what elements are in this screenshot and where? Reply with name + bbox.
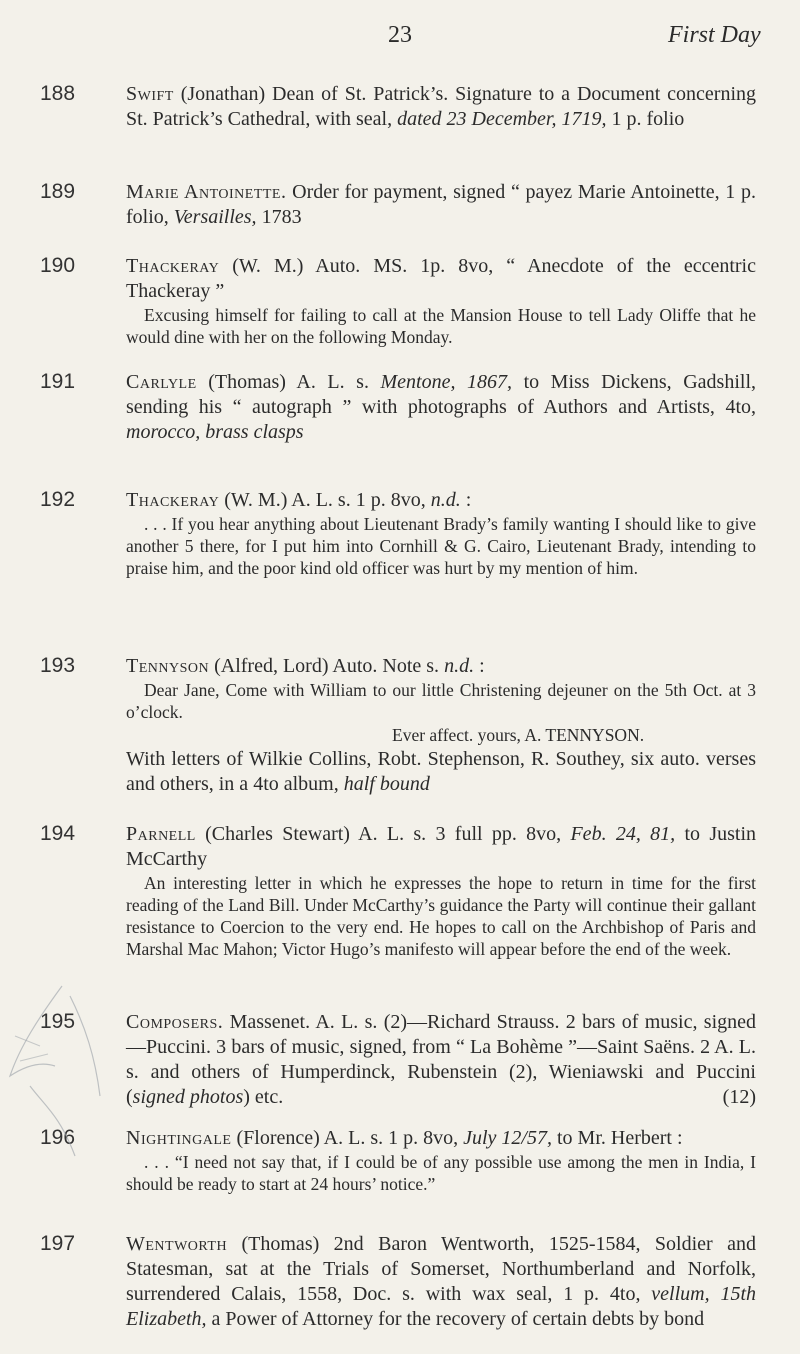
page-number: 23	[388, 22, 412, 48]
lot-quote: An interesting letter in which he expresses the hope to return in time for the first reading of the Land Bill. Under McCarthy’s guidance the Party will continue their gallant resistance to Coercion to the very end. He hopes to call on the Archbishop of Paris and Marshal Mac Mahon; Victor Hugo’s manifesto will appear before the end of the week.	[126, 873, 756, 959]
lot-text: 1 p. folio	[606, 108, 685, 130]
lot-italic-text: dated 23 December, 1719,	[397, 108, 607, 130]
lot-number: 190	[40, 254, 76, 277]
lot-number: 197	[40, 1232, 76, 1255]
lot-text: (Florence) A. L. s. 1 p. 8vo,	[231, 1127, 464, 1149]
lot-italic-text: half bound	[343, 773, 430, 795]
lot-text: (Thomas) A. L. s.	[196, 371, 381, 393]
lot-name: Wentworth	[126, 1233, 228, 1255]
lot-name: Thackeray	[126, 255, 220, 277]
lot-description	[126, 654, 756, 797]
page-header	[0, 22, 800, 62]
lot-text: With letters of Wilkie Collins, Robt. Stephenson, R. Southey, six auto. verses and others, in a 4to album,	[126, 748, 756, 795]
lot-number: 192	[40, 488, 76, 511]
lot-italic-text: morocco, brass clasps	[126, 421, 304, 443]
lot-text: to Miss Dickens, Gadshill, sending his “ autograph ” with photographs of Authors and Artists, 4to,	[126, 371, 756, 418]
lot-name: Marie Antoinette.	[126, 181, 287, 203]
lot-text: ) etc.	[243, 1086, 284, 1108]
lot-italic-text: signed photos	[132, 1086, 244, 1108]
lot-name: Thackeray	[126, 489, 220, 511]
lot-italic-text: Mentone, 1867,	[380, 371, 513, 393]
lot-name: Swift	[126, 83, 174, 105]
lot-description	[126, 254, 756, 348]
lot-number: 194	[40, 822, 76, 845]
lot-italic-text: July 12/57,	[463, 1127, 552, 1149]
lot-description	[126, 370, 756, 445]
lot-number: 193	[40, 654, 76, 677]
lot-description	[126, 82, 756, 132]
lot-signature: Ever affect. yours, A. TENNYSON.	[392, 725, 645, 745]
lot-text: Massenet. A. L. s. (2)—Richard Strauss. 2 bars of music, signed—Puccini. 3 bars of music, signed, from “ La Bohème ”—Saint Saëns. 2 A. L. s. and others of Humperdinck, Rubenstein (2), Wieniawski and Puccini (	[126, 1011, 756, 1108]
lot-description	[126, 1126, 756, 1195]
lot-count: (12)	[722, 1086, 756, 1108]
lot-description	[126, 180, 756, 230]
lot-text: (W. M.) A. L. s. 1 p. 8vo,	[219, 489, 431, 511]
lot-italic-text: Versailles,	[173, 206, 257, 228]
lot-description	[126, 822, 756, 960]
lot-text: (W. M.) Auto. MS. 1p. 8vo, “ Anecdote of the eccentric Thackeray ”	[126, 255, 756, 302]
running-head: First Day	[668, 22, 761, 48]
lot-text: :	[474, 655, 485, 677]
lot-text: :	[460, 489, 472, 511]
bleed-through-ornament	[0, 966, 120, 1166]
lot-number: 188	[40, 82, 76, 105]
lot-name: Parnell	[126, 823, 196, 845]
lot-description	[126, 1232, 756, 1332]
lot-number: 189	[40, 180, 76, 203]
lot-description	[126, 1010, 756, 1110]
lot-text: (Charles Stewart) A. L. s. 3 full pp. 8vo,	[195, 823, 571, 845]
lot-number: 191	[40, 370, 76, 393]
lot-description	[126, 488, 756, 579]
lot-quote: Excusing himself for failing to call at the Mansion House to tell Lady Oliffe that he would dine with her on the following Monday.	[126, 305, 756, 347]
lot-name: Nightingale	[126, 1127, 232, 1149]
lot-name: Tennyson	[126, 655, 210, 677]
lot-text: 1783	[256, 206, 302, 228]
lot-text: (Alfred, Lord) Auto. Note s.	[209, 655, 445, 677]
lot-text: Order for payment, signed “ payez Marie Antoinette, 1 p. folio,	[126, 181, 756, 228]
lot-quote: . . . If you hear anything about Lieutenant Brady’s family wanting I should like to give another 5 there, for I put him into Cornhill & G. Cairo, Lieutenant Brady, intending to praise him, and the poor kind old officer was hurt by my mention of him.	[126, 514, 756, 578]
lot-number: 196	[40, 1126, 76, 1149]
lot-quote: . . . “I need not say that, if I could be of any possible use among the men in India, I should be ready to start at 24 hours’ notice.”	[126, 1152, 756, 1194]
lot-text: a Power of Attorney for the recovery of certain debts by bond	[206, 1308, 705, 1330]
lot-italic-text: n.d.	[430, 489, 461, 511]
lot-text: (Thomas) 2nd Baron Wentworth, 1525-1584, Soldier and Statesman, sat at the Trials of Somerset, Northumberland and Norfolk, surrendered Calais, 1558, Doc. s. with wax seal, 1 p. 4to,	[126, 1233, 756, 1305]
lot-text: (Jonathan) Dean of St. Patrick’s. Signature to a Document concerning St. Patrick’s Cathedral, with seal,	[126, 83, 756, 130]
lot-italic-text: n.d.	[444, 655, 475, 677]
lot-name: Carlyle	[126, 371, 197, 393]
lot-text: to Mr. Herbert :	[552, 1127, 683, 1149]
lot-quote: Dear Jane, Come with William to our little Christening dejeuner on the 5th Oct. at 3 o’clock.	[126, 680, 756, 722]
lot-name: Composers.	[126, 1011, 224, 1033]
lot-number: 195	[40, 1010, 76, 1033]
lot-italic-text: Feb. 24, 81,	[570, 823, 676, 845]
lot-italic-text: vellum, 15th Elizabeth,	[126, 1283, 757, 1330]
lot-text: to Justin McCarthy	[126, 823, 757, 870]
